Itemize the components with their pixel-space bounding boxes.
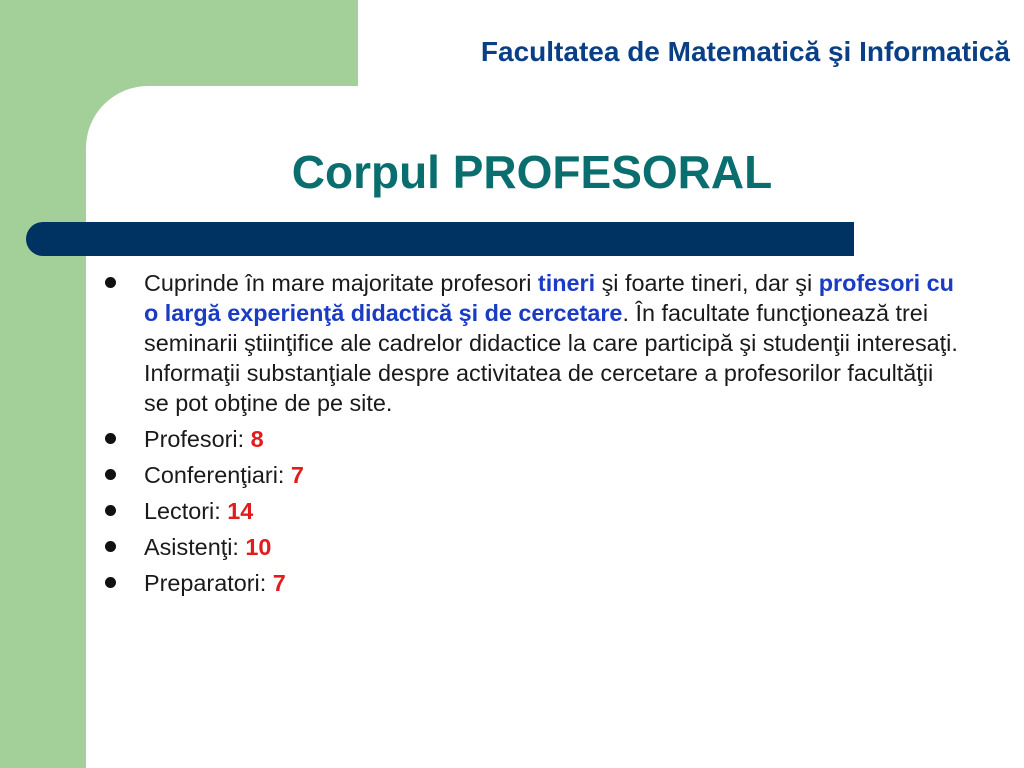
faculty-header: Facultatea de Matematică şi Informatică	[480, 36, 1010, 67]
stat-label: Asistenţi:	[144, 534, 246, 560]
bullet-dot-icon	[105, 469, 116, 480]
stat-item-lectori	[103, 496, 963, 526]
stat-value: 14	[227, 498, 254, 524]
stat-item-asistenti	[103, 532, 963, 562]
intro-highlight-experience: profesori cu o largă experienţă didactică şi de cercetare	[144, 270, 954, 326]
bullet-list	[103, 268, 963, 598]
bullet-dot-icon	[105, 277, 116, 288]
stat-label: Lectori:	[144, 498, 228, 524]
title-divider-bar	[26, 222, 854, 256]
stat-item-preparatori	[103, 568, 963, 598]
stat-label: Profesori:	[144, 426, 251, 452]
stat-value: 7	[290, 462, 304, 488]
intro-text-3: . În facultate funcţionează trei seminarii ştiinţifice ale cadrelor didactice la care participă şi studenţii interesaţi. Informaţii substanţiale despre activitatea de cercetare a profesorilor facultăţii se pot obţine de pe site.	[144, 300, 958, 416]
intro-text-2: şi foarte tineri, dar şi	[595, 270, 819, 296]
bullet-dot-icon	[105, 577, 116, 588]
bullet-intro	[103, 268, 963, 418]
slide-content	[103, 268, 963, 604]
stat-value: 7	[272, 570, 286, 596]
stat-item-conferentiari	[103, 460, 963, 490]
stat-label: Conferenţiari:	[144, 462, 291, 488]
intro-text-1: Cuprinde în mare majoritate profesori	[144, 270, 538, 296]
intro-highlight-tineri: tineri	[537, 270, 596, 296]
stat-value: 8	[250, 426, 264, 452]
bullet-dot-icon	[105, 505, 116, 516]
stat-label: Preparatori:	[144, 570, 273, 596]
bullet-dot-icon	[105, 541, 116, 552]
slide-title: Corpul PROFESORAL	[291, 146, 773, 198]
stat-value: 10	[245, 534, 272, 560]
bullet-dot-icon	[105, 433, 116, 444]
stat-item-profesori	[103, 424, 963, 454]
